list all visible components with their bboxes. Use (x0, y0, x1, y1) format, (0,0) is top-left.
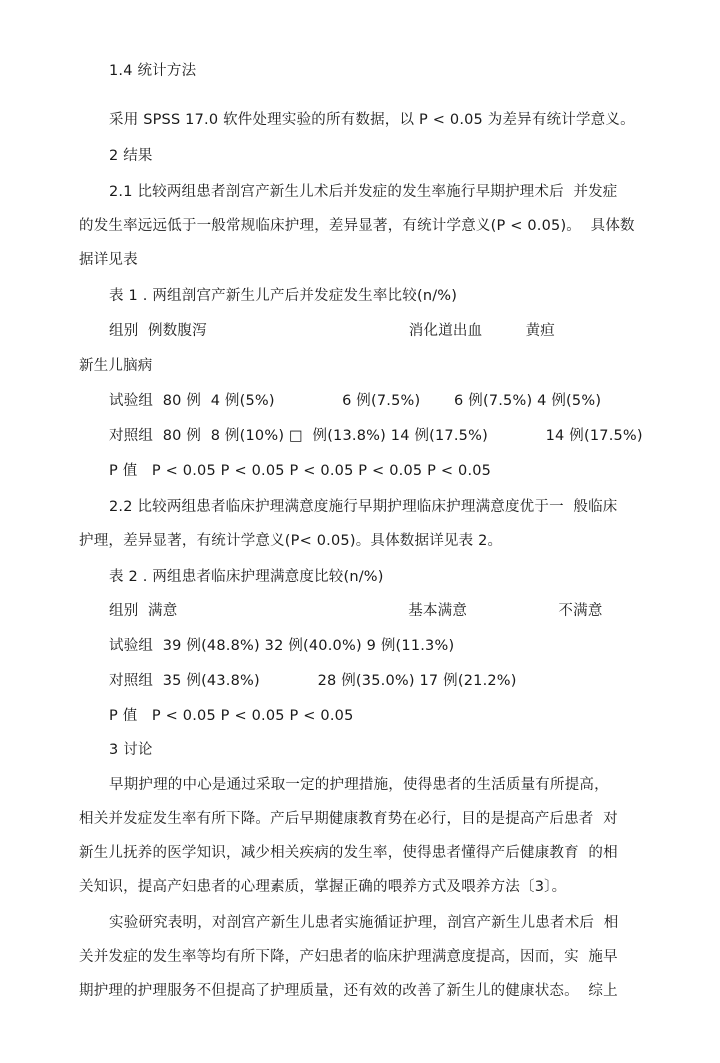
paragraph-line: 关并发症的发生率等均有所下降，产妇患者的临床护理满意度提高，因而，实 施早 (79, 949, 618, 965)
section-heading-results: 2 结果 (109, 148, 153, 164)
table-row: 对照组 35 例(43.8%) 28 例(35.0%) 17 例(21.2%) (109, 673, 517, 689)
paragraph-line: 实验研究表明，对剖宫产新生儿患者实施循证护理，剖宫产新生儿患者术后 相 (109, 915, 619, 931)
paragraph-line: 的发生率远远低于一般常规临床护理，差异显著，有统计学意义(P < 0.05)。 具体数 (79, 218, 635, 234)
paragraph-line: 相关并发症发生率有所下降。产后早期健康教育势在必行，目的是提高产后患者 对 (79, 811, 618, 827)
paragraph-line: 关知识，提高产妇患者的心理素质，掌握正确的喂养方式及喂养方法〔3〕。 (79, 879, 567, 895)
paragraph-line: 早期护理的中心是通过采取一定的护理措施，使得患者的生活质量有所提高， (109, 777, 609, 793)
paragraph-line: 新生儿抚养的医学知识，减少相关疾病的发生率，使得患者懂得产后健康教育 的相 (79, 845, 618, 861)
section-heading-1-4: 1.4 统计方法 (109, 63, 197, 79)
paragraph-line: 2.1 比较两组患者剖宫产新生儿术后并发症的发生率施行早期护理术后 并发症 (109, 184, 618, 200)
paragraph-line: 采用 SPSS 17.0 软件处理实验的所有数据，以 P < 0.05 为差异有统计学意义。 (109, 112, 635, 128)
paragraph-line: 期护理的护理服务不但提高了护理质量，还有效的改善了新生儿的健康状态。 综上 (79, 983, 618, 999)
table-header-continuation: 新生儿脑病 (79, 358, 153, 374)
table-header-row: 组别 满意 基本满意 不满意 (109, 603, 603, 619)
table-row: 对照组 80 例 8 例(10%) □ 例(13.8%) 14 例(17.5%) 14 例(17.5%) (109, 428, 643, 444)
table-row: 试验组 80 例 4 例(5%) 6 例(7.5%) 6 例(7.5%) 4 例(5%) (109, 393, 602, 409)
section-heading-discussion: 3 讨论 (109, 742, 153, 758)
table-caption: 表 2 . 两组患者临床护理满意度比较(n/%) (109, 569, 384, 585)
paragraph-line: 据详见表 (79, 252, 138, 268)
table-caption: 表 1 . 两组剖宫产新生儿产后并发症发生率比较(n/%) (109, 288, 458, 304)
paragraph-line: 护理，差异显著，有统计学意义(P< 0.05)。具体数据详见表 2。 (79, 533, 503, 549)
paragraph-line: 2.2 比较两组患者临床护理满意度施行早期护理临床护理满意度优于一 般临床 (109, 499, 618, 515)
table-row: P 值 P < 0.05 P < 0.05 P < 0.05 P < 0.05 P < 0.05 (109, 463, 492, 479)
table-row: 试验组 39 例(48.8%) 32 例(40.0%) 9 例(11.3%) (109, 638, 455, 654)
table-header-row: 组别 例数腹泻 消化道出血 黄疸 (109, 323, 555, 339)
table-row: P 值 P < 0.05 P < 0.05 P < 0.05 (109, 708, 354, 724)
